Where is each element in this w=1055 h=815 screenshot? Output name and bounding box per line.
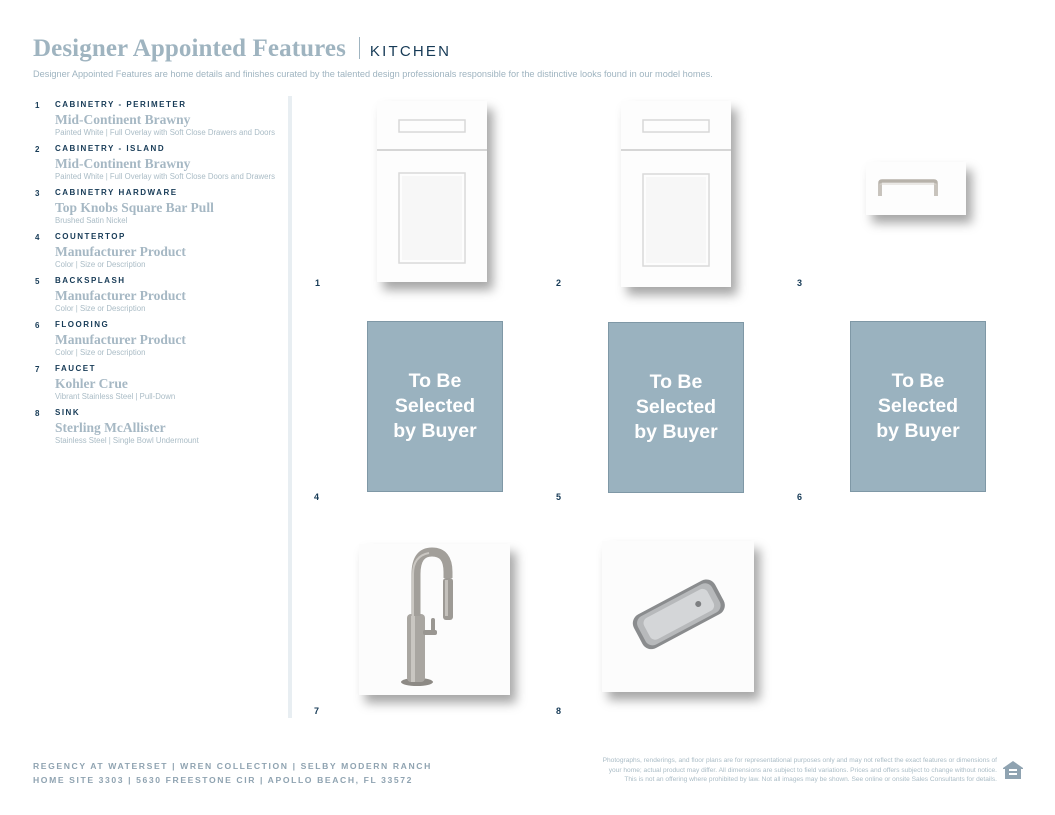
to-be-selected-placeholder	[608, 322, 744, 493]
feature-category: SINK	[55, 408, 81, 417]
placeholder-line: by Buyer	[876, 420, 960, 442]
feature-category: COUNTERTOP	[55, 232, 126, 241]
feature-number: 6	[35, 321, 41, 330]
feature-item	[35, 100, 280, 138]
feature-item	[35, 364, 280, 402]
disclaimer-line: Photographs, renderings, and floor plans are for representational purposes only and may not reflect the exact features or dimensions of	[602, 757, 997, 764]
feature-category: CABINETRY - ISLAND	[55, 144, 166, 153]
placeholder-line: Selected	[877, 395, 959, 417]
sink-image	[602, 541, 754, 692]
bar-pull-image	[866, 162, 966, 215]
swatch-number: 6	[797, 492, 803, 502]
swatch-number: 1	[315, 278, 321, 288]
disclaimer-line: This is not an offering where prohibited by law. Not all images may be shown. See online or onsite Sales Consultants for details.	[624, 776, 997, 783]
community-info	[33, 759, 432, 787]
swatch-number: 2	[556, 278, 562, 288]
feature-item	[35, 188, 280, 226]
feature-list	[35, 100, 280, 452]
feature-description: Color | Size or Description	[55, 260, 146, 269]
swatch-number: 3	[797, 278, 803, 288]
equal-housing-icon	[1001, 759, 1025, 786]
placeholder-line: To Be	[891, 370, 945, 392]
feature-product: Manufacturer Product	[55, 332, 186, 347]
feature-description: Color | Size or Description	[55, 348, 146, 357]
placeholder-line: by Buyer	[634, 421, 718, 443]
placeholder-line: by Buyer	[393, 420, 477, 442]
page-title: Designer Appointed Features	[33, 35, 346, 62]
swatch-number: 5	[556, 492, 562, 502]
placeholder-line: To Be	[408, 370, 462, 392]
to-be-selected-placeholder	[850, 321, 986, 492]
feature-category: CABINETRY - PERIMETER	[55, 100, 187, 109]
feature-item	[35, 320, 280, 358]
column-divider	[288, 96, 292, 718]
cabinet-door-image	[621, 101, 731, 287]
placeholder-line: Selected	[394, 395, 476, 417]
feature-number: 5	[35, 277, 41, 286]
page-subtitle: KITCHEN	[369, 43, 452, 60]
feature-number: 7	[35, 365, 41, 374]
swatch-number: 4	[314, 492, 320, 502]
feature-product: Top Knobs Square Bar Pull	[55, 200, 214, 215]
feature-product: Manufacturer Product	[55, 244, 186, 259]
to-be-selected-placeholder	[367, 321, 503, 492]
feature-number: 2	[35, 145, 41, 154]
feature-number: 1	[35, 101, 41, 110]
cabinet-door-image	[377, 101, 487, 282]
page-header	[33, 34, 713, 79]
address-line: HOME SITE 3303 | 5630 FREESTONE CIR | APOLLO BEACH, FL 33572	[33, 775, 414, 785]
feature-item	[35, 408, 280, 446]
feature-product: Kohler Crue	[55, 376, 128, 391]
feature-category: FLOORING	[55, 320, 110, 329]
feature-number: 3	[35, 189, 41, 198]
placeholder-line: To Be	[649, 371, 703, 393]
feature-number: 8	[35, 409, 41, 418]
disclaimer	[517, 756, 997, 785]
feature-item	[35, 144, 280, 182]
swatch-number: 7	[314, 706, 320, 716]
feature-category: CABINETRY HARDWARE	[55, 188, 178, 197]
placeholder-line: Selected	[635, 396, 717, 418]
feature-description: Painted White | Full Overlay with Soft Close Drawers and Doors	[55, 128, 275, 137]
community-line: REGENCY AT WATERSET | WREN COLLECTION | SELBY MODERN RANCH	[33, 761, 432, 771]
feature-product: Sterling McAllister	[55, 420, 166, 435]
intro-text: Designer Appointed Features are home details and finishes curated by the talented design professionals responsible for the distinctive looks found in our model homes.	[33, 69, 713, 79]
feature-number: 4	[35, 233, 41, 242]
feature-item	[35, 276, 280, 314]
feature-category: FAUCET	[55, 364, 96, 373]
swatch-number: 8	[556, 706, 562, 716]
faucet-image	[359, 544, 510, 695]
feature-product: Manufacturer Product	[55, 288, 186, 303]
feature-description: Painted White | Full Overlay with Soft Close Doors and Drawers	[55, 172, 275, 181]
feature-product: Mid-Continent Brawny	[55, 156, 191, 171]
feature-description: Stainless Steel | Single Bowl Undermount	[55, 436, 199, 445]
feature-description: Brushed Satin Nickel	[55, 216, 128, 225]
feature-description: Vibrant Stainless Steel | Pull-Down	[55, 392, 176, 401]
feature-category: BACKSPLASH	[55, 276, 126, 285]
feature-item	[35, 232, 280, 270]
disclaimer-line: your home; actual product may differ. All dimensions are subject to field variations. Prices and offers subject to change without notice.	[608, 766, 997, 774]
title-divider	[359, 37, 360, 59]
feature-product: Mid-Continent Brawny	[55, 112, 191, 127]
feature-description: Color | Size or Description	[55, 304, 146, 313]
